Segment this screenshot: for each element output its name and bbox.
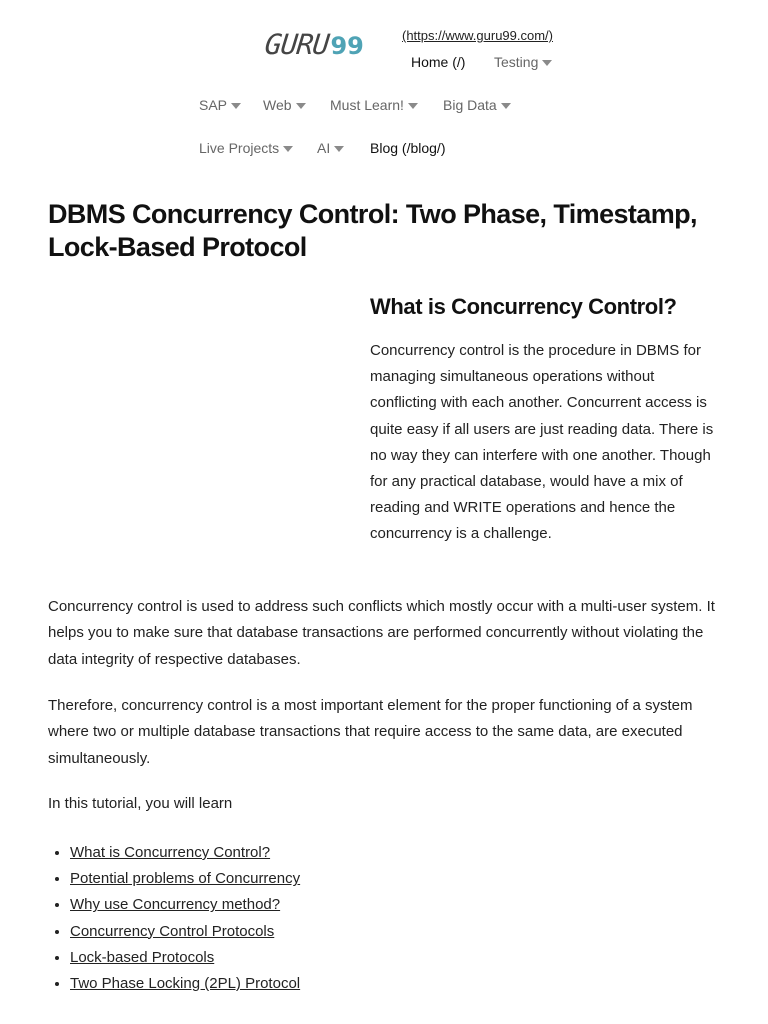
chevron-down-icon (501, 103, 511, 109)
paragraph-2: Therefore, concurrency control is a most important element for the proper functioning of a system where two or multiple database transactions that require access to the same data, are executed simultaneously. (48, 697, 693, 767)
list-item (70, 945, 300, 971)
table-of-contents (48, 840, 300, 997)
intro-paragraph: Concurrency control is the procedure in DBMS for managing simultaneous operations without conflicting with each another. Concurrent access is quite easy if all users are just reading data. There is no way they can interfere with one another. Though for any practical database, would have a mix of reading and WRITE operations and hence the concurrency is a challenge. (370, 342, 714, 543)
logo-text: GURU (263, 28, 331, 61)
chevron-down-icon (334, 146, 344, 152)
chevron-down-icon (542, 60, 552, 66)
nav-live-projects-label: Live Projects (199, 140, 280, 156)
section-heading: What is Concurrency Control? (370, 294, 677, 319)
list-item (70, 919, 300, 945)
paragraph-3: In this tutorial, you will learn (48, 795, 233, 812)
site-header (0, 0, 768, 180)
list-item (70, 892, 300, 918)
nav-ai[interactable] (317, 140, 344, 156)
chevron-down-icon (296, 103, 306, 109)
toc-link-two-phase[interactable]: Two Phase Locking (2PL) Protocol (70, 975, 301, 993)
nav-blog-label: Blog (/blog/) (370, 140, 446, 156)
toc-link-lock-based[interactable]: Lock-based Protocols (70, 948, 215, 966)
nav-live-projects[interactable] (199, 140, 293, 156)
nav-testing[interactable] (494, 54, 552, 70)
nav-blog[interactable] (370, 140, 445, 156)
nav-web-label: Web (263, 97, 292, 113)
toc-link-what-is-concurrency[interactable]: What is Concurrency Control? (70, 844, 271, 861)
nav-home-label: Home (/) (411, 54, 466, 70)
list-item (70, 866, 300, 892)
nav-must-learn-label: Must Learn! (330, 97, 404, 113)
nav-testing-label: Testing (494, 54, 539, 70)
logo-number: 99 (330, 32, 364, 60)
toc-link-protocols[interactable]: Concurrency Control Protocols (70, 922, 275, 940)
nav-sap-label: SAP (199, 97, 228, 113)
chevron-down-icon (283, 146, 293, 152)
logo-url-link[interactable] (402, 28, 553, 43)
guru99-logo[interactable] (265, 28, 364, 61)
nav-must-learn[interactable] (330, 97, 418, 113)
list-item (70, 840, 300, 866)
nav-web[interactable] (263, 97, 306, 113)
nav-ai-label: AI (317, 140, 331, 156)
nav-big-data[interactable] (443, 97, 511, 113)
chevron-down-icon (231, 103, 241, 109)
nav-home[interactable] (411, 54, 465, 70)
list-item (70, 971, 300, 997)
article-title: DBMS Concurrency Control: Two Phase, Timestamp, Lock-Based Protocol (48, 199, 697, 262)
nav-big-data-label: Big Data (443, 97, 497, 113)
nav-sap[interactable] (199, 97, 241, 113)
paragraph-1: Concurrency control is used to address such conflicts which mostly occur with a multi-user system. It helps you to make sure that database transactions are performed concurrently without violating the data integrity of respective databases. (48, 598, 715, 668)
toc-link-why-use[interactable]: Why use Concurrency method? (70, 896, 281, 914)
chevron-down-icon (408, 103, 418, 109)
logo-url-text: (https://www.guru99.com/) (402, 28, 553, 43)
toc-link-potential-problems[interactable]: Potential problems of Concurrency (70, 870, 301, 888)
